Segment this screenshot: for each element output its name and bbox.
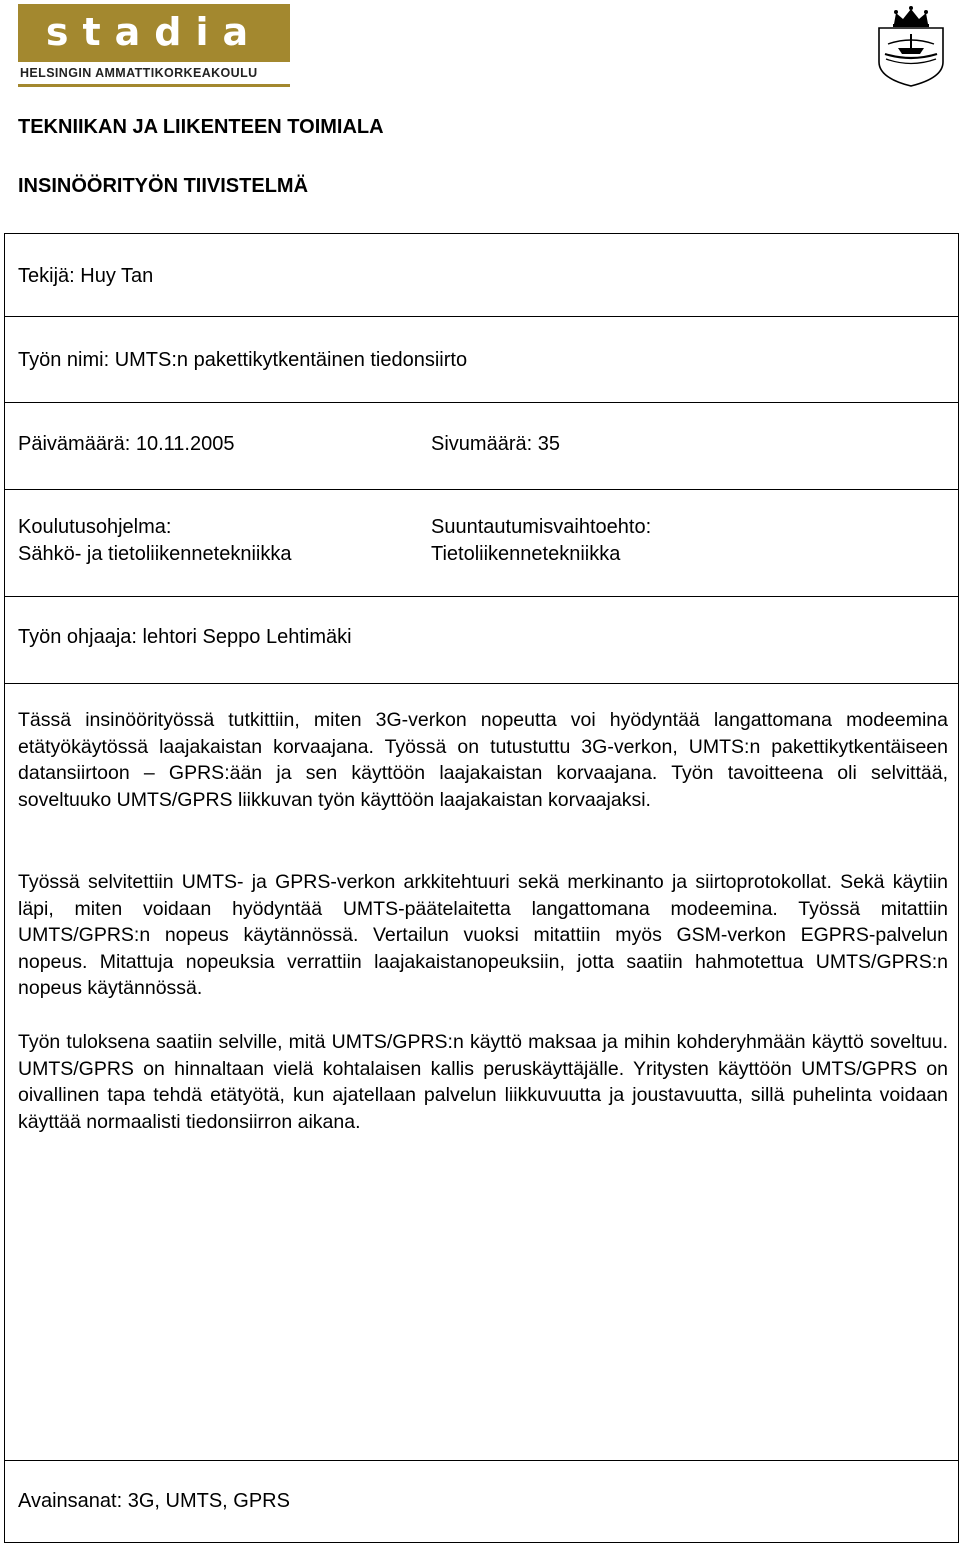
author-field: Tekijä: Huy Tan: [18, 265, 154, 287]
pages-field: Sivumäärä: 35: [431, 433, 560, 455]
abstract-paragraph-1: Tässä insinöörityössä tutkittiin, miten 3G-verkon nopeutta voi hyödyntää langattomana modeemina etätyökäytössä laajakaistan korvaajana. Työssä on tutustuttu 3G-verkon, UMTS:n pakettikytkentäiseen datansiirtoon – GPRS:ään ja sen käyttöön laajakaistan korvaajana. Työn tavoitteena oli selvittää, soveltuuko UMTS/GPRS liikkuvan työn käyttöön laajakaistan korvaajaksi.: [18, 709, 948, 811]
divider: [4, 489, 959, 490]
divider: [4, 683, 959, 684]
divider: [4, 1460, 959, 1461]
divider: [4, 316, 959, 317]
work-title-field: Työn nimi: UMTS:n pakettikytkentäinen tiedonsiirto: [18, 349, 468, 371]
divider: [4, 402, 959, 403]
logo-rule: [18, 84, 290, 87]
keywords-field: Avainsanat: 3G, UMTS, GPRS: [18, 1490, 290, 1512]
logo-word: stadia: [45, 10, 263, 54]
abstract-paragraph-2: Työssä selvitettiin UMTS- ja GPRS-verkon arkkitehtuuri sekä merkinanto ja siirtoprotokollat. Sekä käytiin läpi, miten voidaan hyödyntää UMTS-päätelaitetta langattomana modeemina. Työssä mitattiin UMTS/GPRS:n nopeus käytännössä. Vertailun vuoksi mitattiin myös GSM-verkon EGPRS-palvelun nopeus. Mitattuja nopeuksia verrattiin laajakaistanopeuksiin, jotta saatiin hahmotettua UMTS/GPRS:n nopeus käytännössä.: [18, 871, 948, 1000]
abstract-paragraph-3: Työn tuloksena saatiin selville, mitä UMTS/GPRS:n käyttö maksaa ja mihin kohderyhmään käyttö soveltuu. UMTS/GPRS on hinnaltaan vielä kohtalaisen kallis peruskäyttäjälle. Yritysten käyttöön UMTS/GPRS on oivallinen tapa tehdä etätyötä, kun ajatellaan palvelun liikkuvuutta ja joustavuutta, sillä puhelinta voidaan käyttää normaalisti tiedonsiirron aikana.: [18, 1031, 948, 1133]
specialisation-label: Suuntautumisvaihtoehto:: [431, 516, 652, 538]
divider: [4, 596, 959, 597]
programme-label: Koulutusohjelma:: [18, 516, 172, 538]
department-heading: TEKNIIKAN JA LIIKENTEEN TOIMIALA: [18, 116, 384, 138]
programme-value: Sähkö- ja tietoliikennetekniikka: [18, 543, 292, 565]
supervisor-field: Työn ohjaaja: lehtori Seppo Lehtimäki: [18, 626, 352, 648]
specialisation-value: Tietoliikennetekniikka: [431, 543, 621, 565]
helsinki-crest-icon: [876, 4, 946, 88]
logo-subtitle: HELSINGIN AMMATTIKORKEAKOULU: [20, 66, 258, 80]
document-title: INSINÖÖRITYÖN TIIVISTELMÄ: [18, 175, 309, 197]
stadia-logo: [18, 4, 290, 90]
date-field: Päivämäärä: 10.11.2005: [18, 433, 235, 455]
